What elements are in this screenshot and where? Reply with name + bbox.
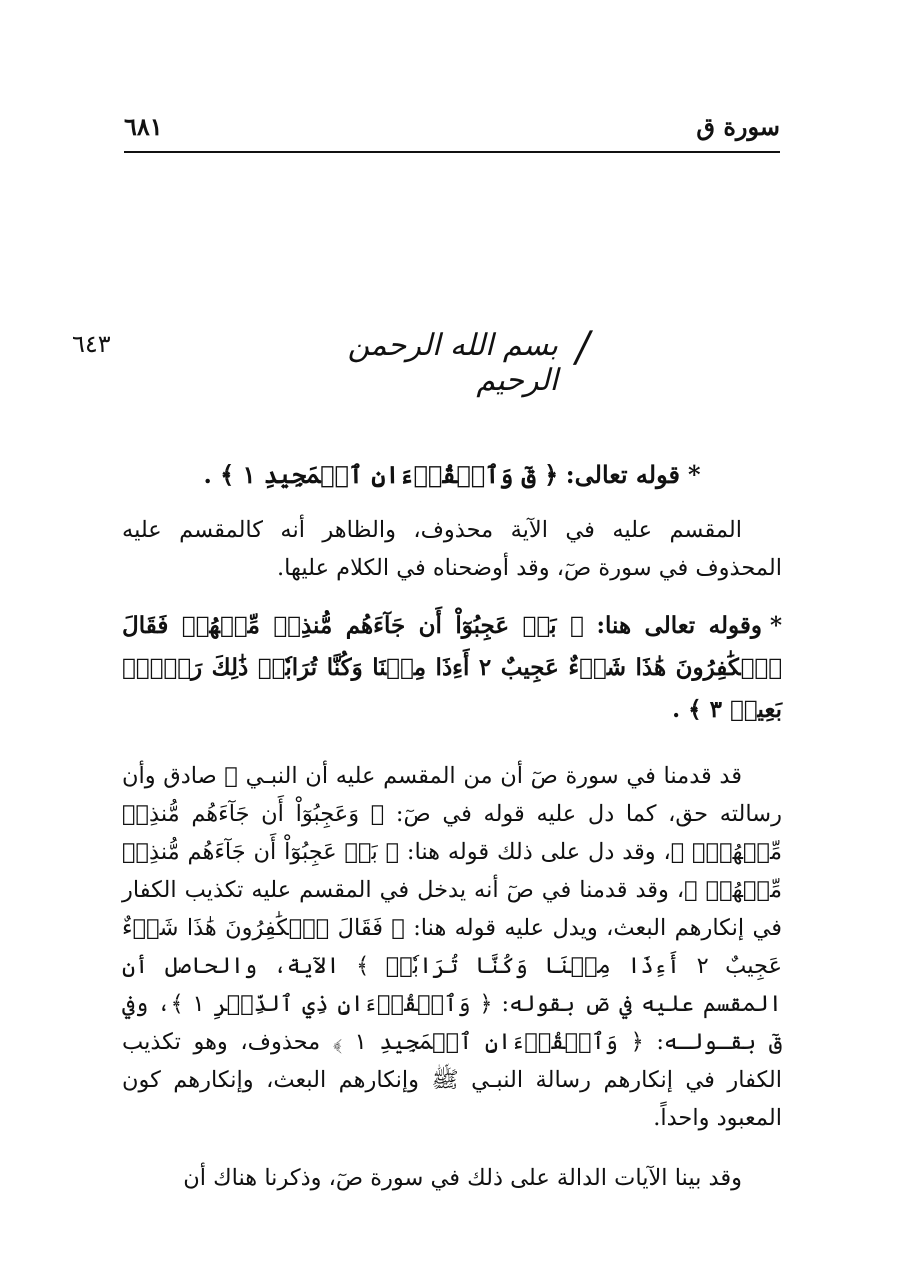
quran-verse: ﴿ بَلۡ عَجِبُوٓاْ أَن جَآءَهُم مُّنذِرٞ مِّنۡهُمۡ فَقَالَ ٱلۡكَٰفِرُونَ هَٰذَا شَيۡءٌ عَجِيبٌ ٢ أَءِذَا مِتۡنَا وَكُنَّا تُرَابٗاۖ ذَٰلِكَ رَجۡعُۢ بَعِيدٞ ٣ ﴾ . (122, 612, 783, 723)
page-break-slash: / (571, 322, 595, 371)
verse-heading-1 (122, 455, 782, 495)
quran-verse: ﴿ قٓ وَٱلۡقُرۡءَانِ ٱلۡمَجِيدِ ١ ﴾ . (203, 460, 559, 489)
page-number: ٦٨١ (124, 112, 163, 141)
original-page-number: ٦٤٣ (72, 330, 111, 358)
page-header (124, 112, 780, 154)
asterisk-marker: * (687, 460, 701, 489)
paragraph: قد قدمنا في سورة صٓ أن من المقسم عليه أن النبـي ﷺ صادق وأن رسالته حق، كما دل عليه قوله في صٓ: ﴿ وَعَجِبُوٓاْ أَن جَآءَهُم مُّنذِرٞ مِّنۡهُمۡۖ ﴾، وقد دل على ذلك قوله هنا: ﴿ بَلۡ عَجِبُوٓاْ أَن جَآءَهُم مُّنذِرٞ مِّنۡهُمۡ ﴾، وقد قدمنا في صٓ أنه يدخل في المقسم عليه تكذيب الكفار في إنكارهم البعث، ويدل عليه قوله هنا: ﴿ فَقَالَ ٱلۡكَٰفِرُونَ هَٰذَا شَيۡءٌ عَجِيبٌ ٢ أَءِذَا مِتۡنَا وَكُنَّا تُرَابٗاۖ ﴾ الآية، والحاصل أن المقسم عليه في صٓ بقوله: ﴿ وَٱلۡقُرۡءَانِ ذِي ٱلذِّكۡرِ ١ ﴾، وفي قٓ بقـولـه: ﴿ وَٱلۡقُرۡءَانِ ٱلۡمَجِيدِ ١ ﴾ محذوف، وهو تكذيب الكفار في إنكارهم رسالة النبـي ﷺ وإنكارهم البعث، وإنكارهم كون المعبود واحداً. (122, 763, 783, 1131)
basmala: بسم الله الرحمن الرحيم (347, 328, 558, 398)
verse-lead: وقوله تعالى هنا: (596, 612, 762, 639)
surah-title: سورة ق (696, 112, 780, 141)
basmala-block (300, 318, 595, 398)
paragraph: المقسم عليه في الآية محذوف، والظاهر أنه كالمقسم عليه المحذوف في سورة صٓ، وقد أوضحناه في الكلام عليها. (122, 517, 782, 581)
paragraph: وقد بينا الآيات الدالة على ذلك في سورة صٓ، وذكرنا هناك أن (183, 1165, 742, 1191)
verse-lead: قوله تعالى: (565, 460, 680, 489)
header-divider (124, 151, 780, 153)
page-body (122, 455, 782, 1197)
asterisk-marker: * (769, 612, 782, 639)
verse-heading-2 (122, 605, 782, 731)
